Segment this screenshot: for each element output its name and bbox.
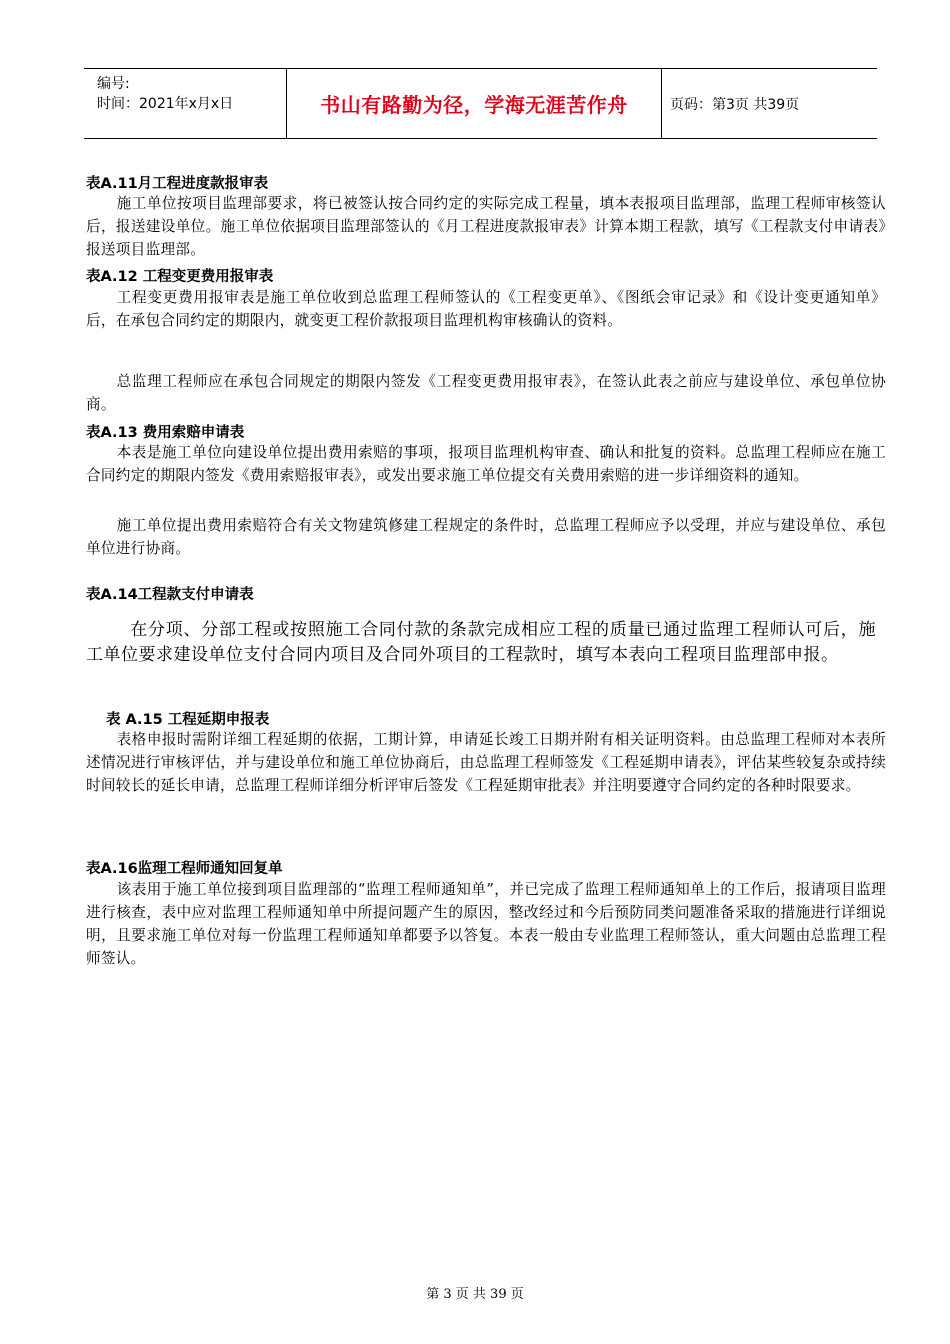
- section-a15-paragraph: 表格申报时需附详细工程延期的依据，工期计算，申请延长竣工日期并附有相关证明资料。由总监理工程师对本表所述情况进行审核评估，并与建设单位和施工单位协商后，由总监理工程师签发《工程延期申请表》，评估某些较复杂或持续时间较长的延长申请，总监理工程师详细分析评审后签发《工程延期审批表》并注明要遵守合同约定的各种时限要求。: [86, 731, 886, 794]
- document-header: [84, 68, 877, 139]
- section-a11-paragraph: 施工单位按项目监理部要求，将已被签认按合同约定的实际完成工程量，填本表报项目监理部，监理工程师审核签认后，报送建设单位。施工单位依据项目监理部签认的《月工程进度款报审表》计算本期工程款，填写《工程款支付申请表》报送项目监理部。: [86, 195, 886, 258]
- section-heading-a11: 表A.11月工程进度款报审表: [86, 176, 269, 192]
- section-a16-paragraph: 该表用于施工单位接到项目监理部的“监理工程师通知单”，并已完成了监理工程师通知单上的工作后，报请项目监理进行核查，表中应对监理工程师通知单中所提问题产生的原因，整改经过和今后预防同类问题准备采取的措施进行详细说明，且要求施工单位对每一份监理工程师通知单都要予以答复。本表一般由专业监理工程师签认，重大问题由总监理工程师签认。: [86, 881, 886, 967]
- header-motto: 书山有路勤为径，学海无涯苦作舟: [320, 93, 628, 117]
- section-heading-a12: 表A.12 工程变更费用报审表: [86, 269, 274, 285]
- document-time-label: 时间：2021年x月x日: [97, 96, 234, 112]
- section-heading-a13: 表A.13 费用索赔申请表: [86, 425, 245, 441]
- page-footer: 第 3 页 共 39 页: [426, 1287, 524, 1302]
- header-page-info: 页码：第3页 共39页: [670, 96, 800, 113]
- section-a12-paragraph-2: 总监理工程师应在承包合同规定的期限内签发《工程变更费用报审表》，在签认此表之前应与建设单位、承包单位协商。: [86, 373, 886, 413]
- section-heading-a16: 表A.16监理工程师通知回复单: [86, 861, 283, 877]
- document-number-label: 编号:: [97, 76, 130, 92]
- section-a14-paragraph: 在分项、分部工程或按照施工合同付款的条款完成相应工程的质量已通过监理工程师认可后，施工单位要求建设单位支付合同内项目及合同外项目的工程款时，填写本表向工程项目监理部申报。: [86, 620, 876, 665]
- section-heading-a15: 表 A.15 工程延期申报表: [106, 712, 270, 728]
- header-meta-cell: [84, 69, 286, 138]
- section-a12-paragraph-1: 工程变更费用报审表是施工单位收到总监理工程师签认的《工程变更单》、《图纸会审记录》和《设计变更通知单》后，在承包合同约定的期限内，就变更工程价款报项目监理机构审核确认的资料。: [86, 289, 886, 329]
- section-a13-paragraph-1: 本表是施工单位向建设单位提出费用索赔的事项，报项目监理机构审查、确认和批复的资料。总监理工程师应在施工合同约定的期限内签发《费用索赔报审表》，或发出要求施工单位提交有关费用索赔的进一步详细资料的通知。: [86, 444, 886, 484]
- section-heading-a14: 表A.14工程款支付申请表: [86, 587, 254, 603]
- section-a13-paragraph-2: 施工单位提出费用索赔符合有关文物建筑修建工程规定的条件时，总监理工程师应予以受理，并应与建设单位、承包单位进行协商。: [86, 517, 886, 557]
